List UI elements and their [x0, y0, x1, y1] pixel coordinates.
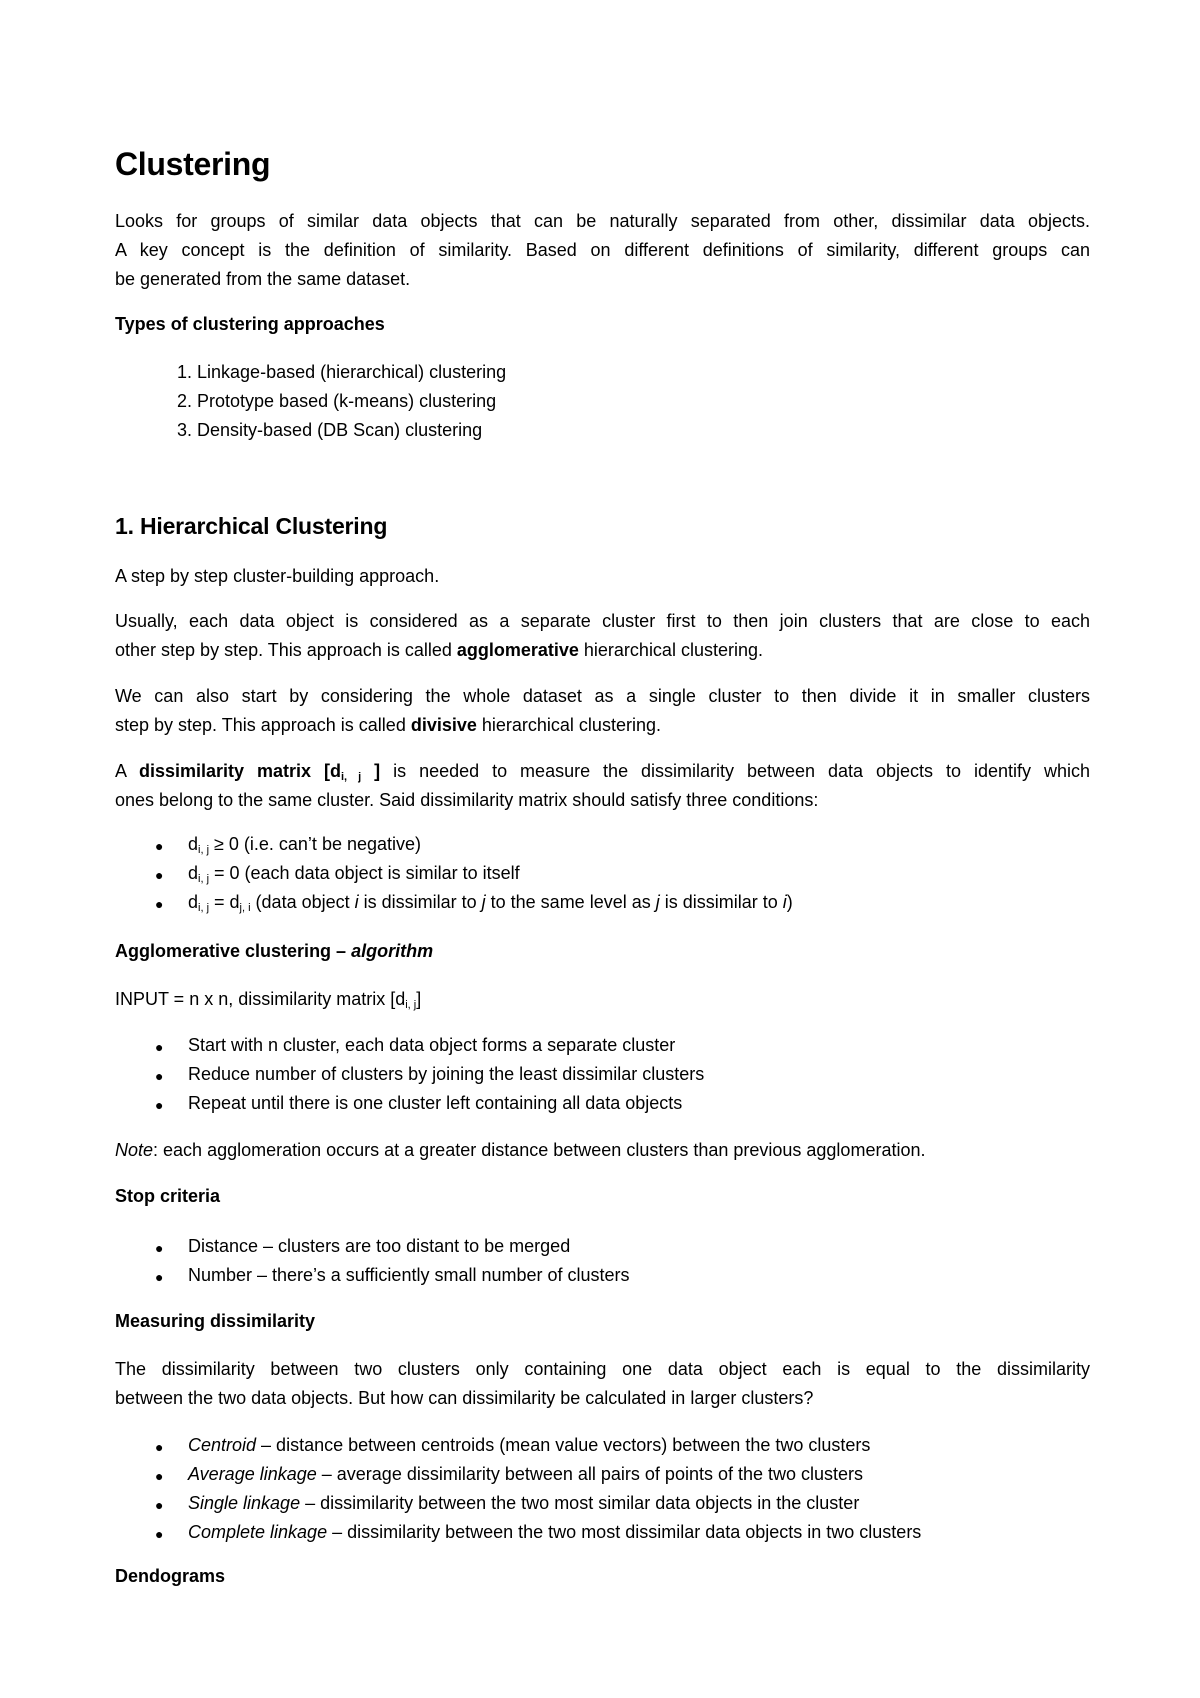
bullet-icon: ● — [155, 1240, 164, 1256]
bullet-icon: ● — [155, 867, 164, 883]
intro-line-2: A key concept is the definition of similarity. Based on different definitions of similarity, different groups can — [115, 240, 1090, 260]
measure-item-average: Average linkage – average dissimilarity between all pairs of points of the two clusters — [188, 1464, 864, 1484]
algorithm-step: Repeat until there is one cluster left containing all data objects — [188, 1093, 683, 1113]
condition-item: $d_{i, j} = 0$ (each data object is similar to itself — [188, 863, 520, 885]
intro-line-1: Looks for groups of similar data objects that can be naturally separated from other, dissimilar data objects. — [115, 211, 1090, 231]
algorithm-heading: Agglomerative clustering – algorithm — [115, 941, 434, 961]
bullet-icon: ● — [155, 1269, 164, 1285]
measuring-heading: Measuring dissimilarity — [115, 1311, 316, 1331]
note-paragraph: Note: each agglomeration occurs at a greater distance between clusters than previous agglomeration. — [115, 1140, 926, 1160]
bullet-icon: ● — [155, 1068, 164, 1084]
stop-criteria-item: Number – there’s a sufficiently small number of clusters — [188, 1265, 630, 1285]
bullet-icon: ● — [155, 1097, 164, 1113]
measure-item-single: Single linkage – dissimilarity between the two most similar data objects in the cluster — [188, 1493, 860, 1513]
condition-item: $d_{i, j} = d_{j, i}$ (data object i is dissimilar to j to the same level as j is dissimilar to i) — [188, 892, 793, 914]
bullet-icon: ● — [155, 1497, 164, 1513]
agglomerative-paragraph: Usually, each data object is considered as a separate cluster first to then join clusters that are close to each other step by step. This approach is called agglomerative hierarchical clustering. — [115, 611, 1090, 660]
bullet-icon: ● — [155, 1439, 164, 1455]
measure-item-complete: Complete linkage – dissimilarity between the two most dissimilar data objects in two clusters — [188, 1522, 922, 1542]
bullet-icon: ● — [155, 1526, 164, 1542]
stop-criteria-item: Distance – clusters are too distant to be merged — [188, 1236, 571, 1256]
dissimilarity-matrix-paragraph: A dissimilarity matrix [$d_{i, j}$ ] is needed to measure the dissimilarity between data objects to identify which ones belong to the same cluster. Said dissimilarity matrix should satisfy three conditions: — [115, 761, 1090, 810]
section-heading-hierarchical: 1. Hierarchical Clustering — [115, 513, 388, 539]
types-item-2: 2. Prototype based (k-means) clustering — [176, 391, 497, 411]
stop-criteria-heading: Stop criteria — [115, 1186, 221, 1206]
types-item-1: 1. Linkage-based (hierarchical) clustering — [176, 362, 507, 382]
page-title: Clustering — [115, 146, 271, 182]
bullet-icon: ● — [155, 1468, 164, 1484]
input-line: INPUT = n x n, dissimilarity matrix $[d_{i, j}]$ — [115, 989, 422, 1011]
bullet-icon: ● — [155, 1039, 164, 1055]
step-paragraph: A step by step cluster-building approach. — [115, 566, 440, 586]
algorithm-step: Start with n cluster, each data object forms a separate cluster — [188, 1035, 676, 1055]
types-heading: Types of clustering approaches — [115, 314, 385, 334]
dendograms-heading: Dendograms — [115, 1566, 226, 1586]
algorithm-step: Reduce number of clusters by joining the least dissimilar clusters — [188, 1064, 705, 1084]
bullet-icon: ● — [155, 838, 164, 854]
measuring-paragraph: The dissimilarity between two clusters only containing one data object each is equal to the dissimilarity between the two data objects. But how can dissimilarity be calculated in larger clusters? — [115, 1359, 1090, 1408]
divisive-paragraph: We can also start by considering the whole dataset as a single cluster to then divide it in smaller clusters step by step. This approach is called divisive hierarchical clustering. — [115, 686, 1090, 735]
intro-line-3: be generated from the same dataset. — [115, 269, 411, 289]
measure-item-centroid: Centroid – distance between centroids (mean value vectors) between the two clusters — [188, 1435, 871, 1455]
types-item-3: 3. Density-based (DB Scan) clustering — [176, 420, 483, 440]
bullet-icon: ● — [155, 896, 164, 912]
intro-paragraph — [115, 207, 1090, 294]
condition-item: $d_{i, j} \ge 0$ (i.e. can’t be negative) — [188, 834, 422, 856]
